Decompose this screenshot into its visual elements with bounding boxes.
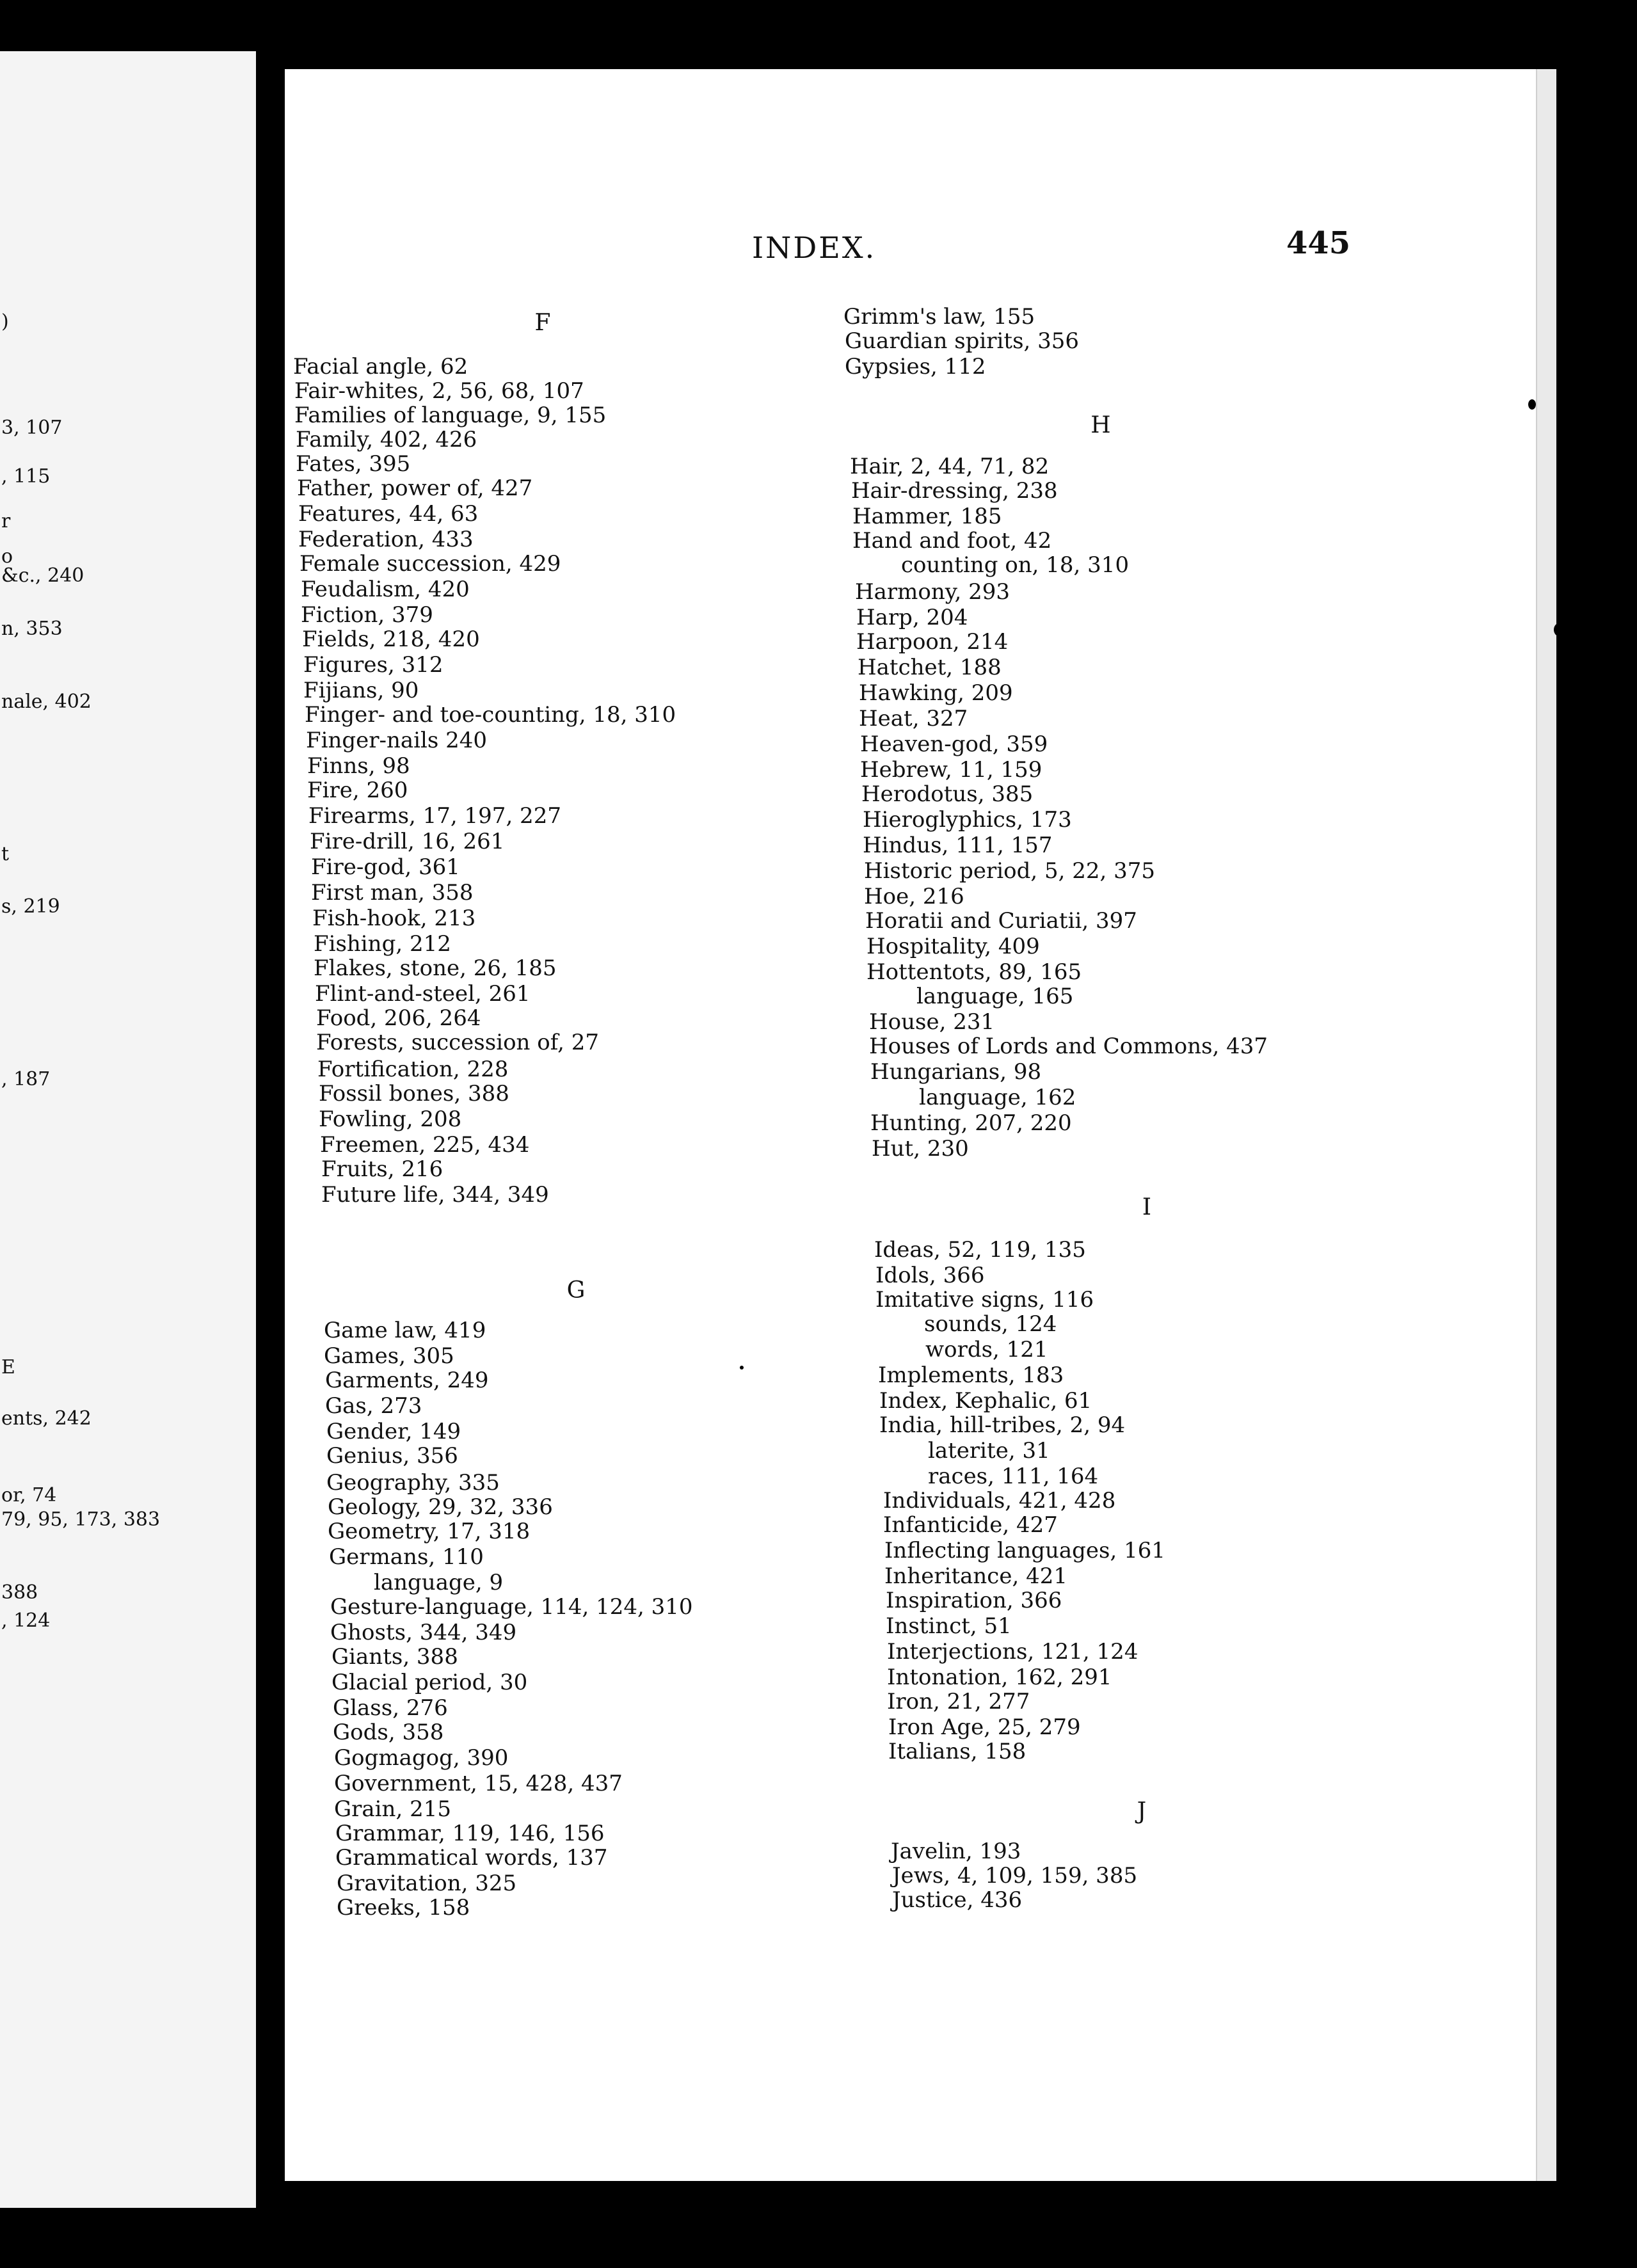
index-entry: Features, 44, 63 [298,501,479,527]
index-entry: Fishing, 212 [314,931,451,957]
index-entry: Houses of Lords and Commons, 437 [869,1034,1268,1059]
page-number: 445 [1286,225,1351,261]
index-entry: Families of language, 9, 155 [294,403,607,428]
index-entry: Fowling, 208 [319,1106,462,1132]
section-letter-g: G [566,1277,586,1304]
index-entry: Grammar, 119, 146, 156 [335,1821,605,1846]
index-entry: Finger-nails 240 [306,728,488,753]
index-entry: Iron, 21, 277 [887,1689,1030,1714]
index-entry: Flakes, stone, 26, 185 [314,955,557,981]
index-entry: Grain, 215 [334,1796,451,1822]
index-entry: Genius, 356 [326,1443,458,1469]
index-entry: Greeks, 158 [337,1895,470,1921]
ink-speck [740,1366,744,1370]
left-page-fragment: ) [1,310,9,333]
left-page-fragment: , 187 [1,1068,51,1090]
index-entry: Jews, 4, 109, 159, 385 [892,1863,1138,1889]
index-entry: Fijians, 90 [303,678,419,703]
index-entry: Harp, 204 [856,605,968,630]
left-page-edge [0,51,256,2208]
index-entry: Hieroglyphics, 173 [863,807,1072,833]
index-entry: Guardian spirits, 356 [845,328,1080,354]
index-entry: Geology, 29, 32, 336 [328,1494,553,1520]
index-entry: Geometry, 17, 318 [328,1519,531,1544]
left-page-fragment: , 124 [1,1609,51,1632]
index-entry: races, 111, 164 [928,1464,1099,1489]
index-entry: Glass, 276 [333,1695,448,1721]
index-entry: Interjections, 121, 124 [887,1639,1138,1665]
index-entry: India, hill-tribes, 2, 94 [879,1412,1126,1438]
page-edge [1536,69,1556,2181]
index-entry: Family, 402, 426 [296,427,477,452]
index-entry: Harpoon, 214 [856,629,1009,655]
left-page-fragment: or, 74 [1,1484,57,1506]
index-entry: Gender, 149 [326,1419,461,1444]
index-entry: Herodotus, 385 [861,781,1034,807]
index-entry: Heaven-god, 359 [860,731,1048,757]
index-entry: House, 231 [869,1009,995,1035]
index-entry: Intonation, 162, 291 [887,1665,1112,1690]
index-entry: Geography, 335 [326,1470,500,1496]
index-entry: sounds, 124 [924,1311,1057,1337]
index-entry: Instinct, 51 [886,1613,1012,1639]
left-page-fragment: nale, 402 [1,691,92,713]
index-entry: Fire-god, 361 [311,854,460,880]
index-entry: Hand and foot, 42 [852,528,1052,554]
running-head: INDEX. [752,230,877,265]
index-entry: Game law, 419 [324,1318,486,1343]
index-entry: Gravitation, 325 [337,1871,517,1896]
index-entry: Forests, succession of, 27 [316,1030,599,1055]
index-entry: Harmony, 293 [855,579,1010,605]
index-entry: Hair, 2, 44, 71, 82 [850,454,1050,479]
index-entry: Grammatical words, 137 [335,1845,608,1871]
index-entry: counting on, 18, 310 [901,552,1130,578]
left-page-fragment: ents, 242 [1,1407,92,1430]
left-page-fragment: &c., 240 [1,564,84,587]
index-entry: Hunting, 207, 220 [870,1110,1072,1136]
index-entry: Infanticide, 427 [883,1512,1058,1538]
index-entry: Hut, 230 [872,1136,969,1162]
index-entry: Fire, 260 [307,778,408,803]
left-page-fragment: s, 219 [1,895,60,918]
index-entry: Hoe, 216 [864,884,964,909]
index-entry: Hebrew, 11, 159 [860,757,1042,783]
index-entry: Fortification, 228 [317,1057,509,1082]
index-entry: Fruits, 216 [321,1156,443,1182]
index-entry: Fates, 395 [296,451,411,477]
index-entry: Fish-hook, 213 [312,906,476,931]
index-entry: Ghosts, 344, 349 [330,1620,517,1645]
ink-speck [1554,623,1564,636]
index-entry: Inheritance, 421 [884,1563,1067,1589]
index-entry: language, 165 [916,984,1074,1009]
index-entry: Gas, 273 [325,1393,422,1419]
section-letter-j: J [1137,1798,1147,1825]
index-entry: Ideas, 52, 119, 135 [874,1237,1086,1263]
index-entry: language, 162 [919,1085,1076,1110]
index-entry: Giants, 388 [331,1644,458,1670]
left-page-fragment: r [1,510,11,532]
index-entry: Garments, 249 [325,1368,489,1393]
index-entry: words, 121 [925,1337,1048,1362]
index-entry: Hatchet, 188 [858,655,1002,680]
index-entry: Firearms, 17, 197, 227 [308,803,561,829]
index-entry: Fiction, 379 [301,602,433,628]
index-entry: Flint-and-steel, 261 [315,981,531,1007]
index-entry: Gypsies, 112 [845,354,986,379]
index-entry: Gogmagog, 390 [334,1745,509,1771]
index-entry: Hindus, 111, 157 [863,833,1053,858]
index-entry: Iron Age, 25, 279 [888,1714,1081,1740]
index-entry: Fire-drill, 16, 261 [310,829,505,854]
left-page-fragment: 3, 107 [1,417,63,439]
index-entry: Individuals, 421, 428 [883,1488,1116,1513]
index-entry: Glacial period, 30 [331,1670,528,1695]
index-entry: Hair-dressing, 238 [851,478,1058,504]
index-entry: Germans, 110 [329,1544,484,1570]
index-entry: First man, 358 [311,880,474,906]
ink-speck [1528,399,1536,410]
index-entry: Horatii and Curiatii, 397 [865,908,1137,934]
index-entry: Idols, 366 [875,1263,985,1288]
index-entry: Fields, 218, 420 [302,627,480,652]
index-entry: Imitative signs, 116 [875,1287,1094,1313]
index-entry: Father, power of, 427 [297,475,533,501]
left-page-fragment: t [1,843,10,865]
section-letter-h: H [1090,412,1111,438]
index-entry: Future life, 344, 349 [321,1182,549,1208]
index-entry: Historic period, 5, 22, 375 [864,858,1155,884]
index-entry: Government, 15, 428, 437 [334,1771,623,1796]
index-entry: Hawking, 209 [859,680,1013,706]
index-entry: Hammer, 185 [852,504,1002,529]
index-entry: Fossil bones, 388 [319,1081,509,1106]
index-entry: Italians, 158 [888,1739,1026,1764]
index-entry: Female succession, 429 [299,551,561,577]
index-entry: Food, 206, 264 [316,1005,481,1031]
section-letter-f: F [534,310,551,336]
index-entry: Inspiration, 366 [886,1588,1062,1613]
index-entry: Hospitality, 409 [866,934,1040,959]
index-entry: Hottentots, 89, 165 [866,959,1082,985]
left-page-fragment: 79, 95, 173, 383 [1,1508,161,1531]
index-entry: Gods, 358 [333,1720,444,1745]
left-page-fragment: n, 353 [1,618,63,640]
index-entry: Facial angle, 62 [293,354,468,379]
index-entry: Finger- and toe-counting, 18, 310 [305,702,676,728]
index-entry: Finns, 98 [307,753,410,779]
book-spine [256,0,285,2268]
index-entry: Index, Kephalic, 61 [879,1388,1092,1414]
left-page-fragment: , 115 [1,465,51,488]
section-letter-i: I [1142,1194,1152,1220]
index-entry: Gesture-language, 114, 124, 310 [330,1594,693,1620]
index-entry: Feudalism, 420 [301,577,470,602]
left-page-fragment: E [1,1356,15,1378]
left-page-fragment: o [1,545,13,568]
index-entry: Grimm's law, 155 [843,304,1035,330]
left-page-fragment: 388 [1,1581,38,1604]
index-entry: Justice, 436 [892,1887,1023,1913]
index-entry: Federation, 433 [298,527,474,552]
index-entry: Javelin, 193 [891,1839,1021,1864]
index-entry: Fair-whites, 2, 56, 68, 107 [294,378,584,404]
index-entry: Figures, 312 [303,652,443,678]
index-entry: language, 9 [374,1570,504,1595]
index-entry: Freemen, 225, 434 [320,1132,530,1158]
index-entry: Hungarians, 98 [870,1059,1042,1085]
index-entry: Heat, 327 [859,706,968,731]
index-entry: laterite, 31 [928,1438,1050,1464]
index-entry: Games, 305 [324,1343,454,1369]
index-entry: Implements, 183 [878,1362,1064,1388]
index-entry: Inflecting languages, 161 [884,1538,1165,1563]
